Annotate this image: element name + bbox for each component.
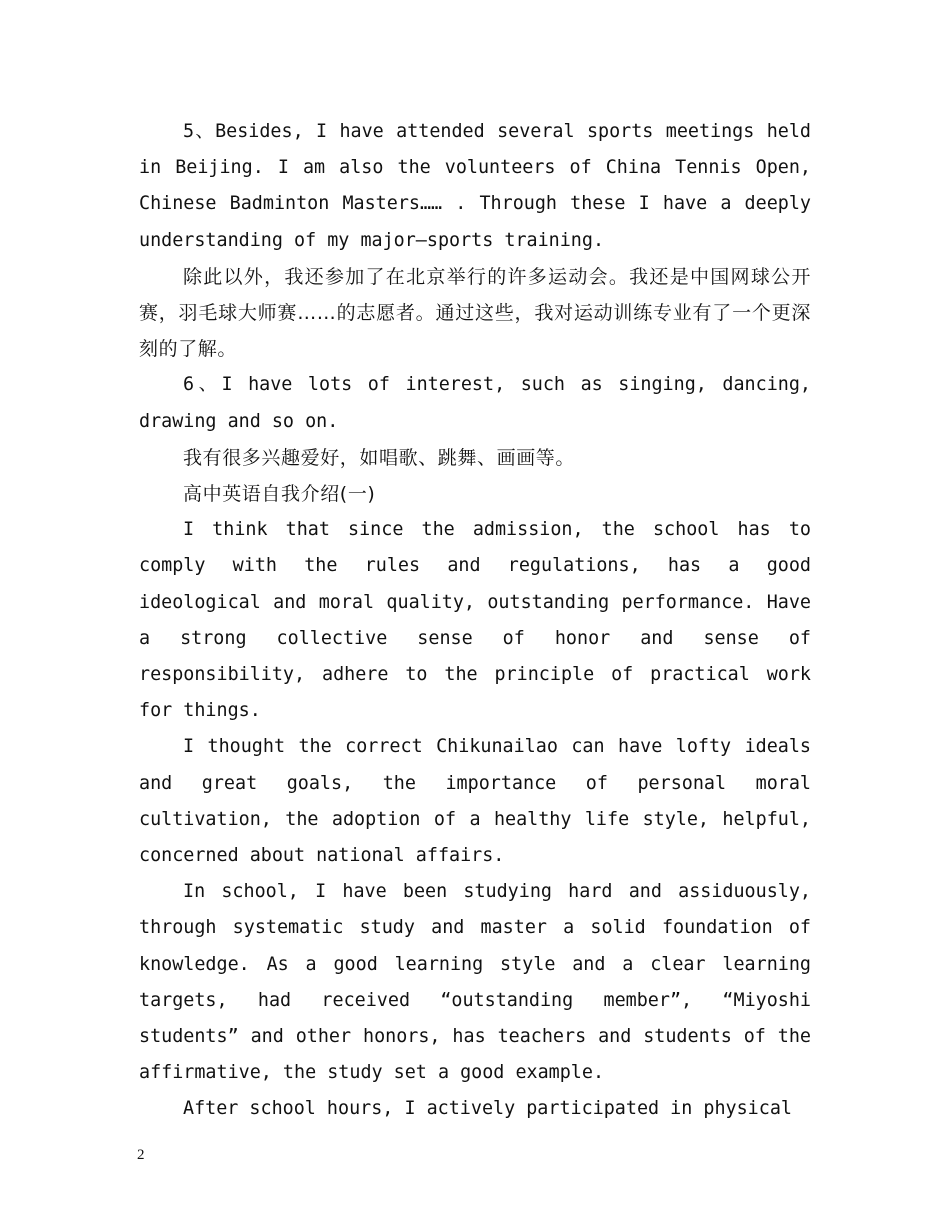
paragraph-interests-en: 6、I have lots of interest, such as singing, dancing, drawing and so on. [139,374,811,432]
paragraph-after-school: After school hours, I actively participated in physical [183,1098,792,1120]
paragraph-studying: In school, I have been studying hard and assiduously, through systematic study and master a solid foundation of knowledge. As a good learning style and a clear learning targets, had received “outstanding member”, “Miyoshi students” and other honors, has teachers and students of the affirmative, the study set a good example. [139,881,811,1084]
paragraph-admission: I think that since the admission, the school has to comply with the rules and regulations, has a good ideological and moral quality, outstanding performance. Have a strong collective sense of honor and sense of responsibility, adhere to the principle of practical work for things. [139,519,811,722]
paragraph-sports-meetings-cn: 除此以外，我还参加了在北京举行的许多运动会。我还是中国网球公开赛，羽毛球大师赛……的志愿者。通过这些，我对运动训练专业有了一个更深刻的了解。 [139,265,811,361]
page-number: 2 [137,1147,145,1163]
section-heading: 高中英语自我介绍(一) [183,483,376,506]
paragraph-interests-cn: 我有很多兴趣爱好，如唱歌、跳舞、画画等。 [183,446,576,469]
paragraph-ideals: I thought the correct Chikunailao can have lofty ideals and great goals, the importance of personal moral cultivation, the adoption of a healthy life style, helpful, concerned about national affairs. [139,736,811,867]
paragraph-sports-meetings-en: 5、Besides, I have attended several sports meetings held in Beijing. I am also the volunteers of China Tennis Open, Chinese Badminton Masters…… . Through these I have a deeply understanding of my major—sports training. [139,121,811,251]
document-body [139,114,811,1128]
